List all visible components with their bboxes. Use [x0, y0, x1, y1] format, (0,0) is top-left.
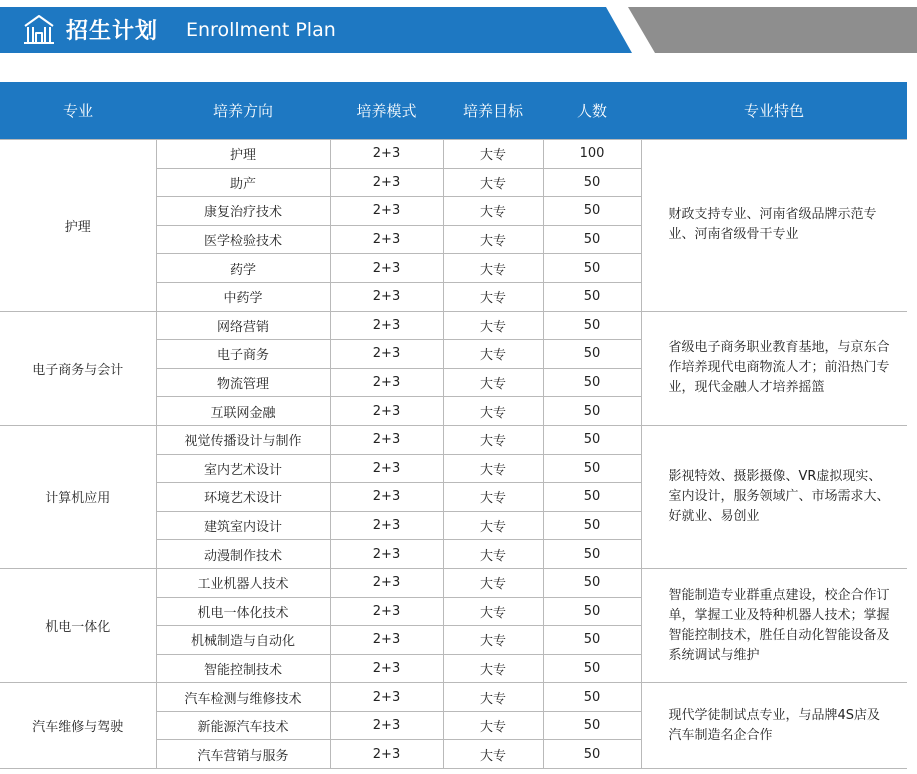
cell-target: 大专 — [443, 225, 543, 254]
cell-count: 50 — [543, 683, 641, 712]
cell-mode: 2+3 — [330, 654, 443, 683]
table-row — [0, 311, 907, 340]
cell-mode: 2+3 — [330, 340, 443, 369]
cell-target: 大专 — [443, 540, 543, 569]
cell-count: 50 — [543, 511, 641, 540]
banner-gray-stripe — [600, 7, 917, 53]
cell-count: 50 — [543, 454, 641, 483]
cell-count: 50 — [543, 425, 641, 454]
cell-mode: 2+3 — [330, 225, 443, 254]
cell-count: 50 — [543, 397, 641, 426]
cell-direction: 视觉传播设计与制作 — [156, 425, 330, 454]
cell-feature: 智能制造专业群重点建设，校企合作订单，掌握工业及特种机器人技术；掌握智能控制技术，胜任自动化智能设备及系统调试与维护 — [641, 568, 907, 682]
cell-feature: 财政支持专业、河南省级品牌示范专业、河南省级骨干专业 — [641, 140, 907, 312]
cell-major: 护理 — [0, 140, 156, 312]
table-header-row — [0, 82, 907, 140]
column-header-feature: 专业特色 — [641, 82, 907, 140]
cell-target: 大专 — [443, 740, 543, 769]
cell-target: 大专 — [443, 597, 543, 626]
cell-count: 50 — [543, 225, 641, 254]
cell-count: 50 — [543, 368, 641, 397]
cell-mode: 2+3 — [330, 511, 443, 540]
cell-target: 大专 — [443, 711, 543, 740]
cell-direction: 电子商务 — [156, 340, 330, 369]
cell-count: 50 — [543, 282, 641, 311]
table-row — [0, 683, 907, 712]
cell-target: 大专 — [443, 140, 543, 169]
cell-mode: 2+3 — [330, 168, 443, 197]
cell-direction: 室内艺术设计 — [156, 454, 330, 483]
cell-count: 100 — [543, 140, 641, 169]
cell-direction: 互联网金融 — [156, 397, 330, 426]
header-banner — [0, 0, 917, 58]
cell-target: 大专 — [443, 168, 543, 197]
cell-mode: 2+3 — [330, 568, 443, 597]
cell-target: 大专 — [443, 397, 543, 426]
page-subtitle: Enrollment Plan — [186, 19, 336, 41]
cell-mode: 2+3 — [330, 311, 443, 340]
cell-count: 50 — [543, 168, 641, 197]
cell-count: 50 — [543, 654, 641, 683]
enrollment-table — [0, 82, 907, 769]
cell-direction: 汽车检测与维修技术 — [156, 683, 330, 712]
column-header-target: 培养目标 — [443, 82, 543, 140]
cell-target: 大专 — [443, 197, 543, 226]
page-title: 招生计划 — [66, 19, 159, 44]
cell-mode: 2+3 — [330, 197, 443, 226]
cell-target: 大专 — [443, 425, 543, 454]
cell-direction: 汽车营销与服务 — [156, 740, 330, 769]
cell-target: 大专 — [443, 626, 543, 655]
cell-mode: 2+3 — [330, 740, 443, 769]
cell-direction: 工业机器人技术 — [156, 568, 330, 597]
cell-direction: 中药学 — [156, 282, 330, 311]
cell-direction: 护理 — [156, 140, 330, 169]
cell-target: 大专 — [443, 683, 543, 712]
cell-feature: 省级电子商务职业教育基地，与京东合作培养现代电商物流人才；前沿热门专业，现代金融人才培养摇篮 — [641, 311, 907, 425]
cell-target: 大专 — [443, 483, 543, 512]
cell-target: 大专 — [443, 254, 543, 283]
cell-mode: 2+3 — [330, 140, 443, 169]
cell-mode: 2+3 — [330, 711, 443, 740]
cell-mode: 2+3 — [330, 597, 443, 626]
column-header-count: 人数 — [543, 82, 641, 140]
cell-mode: 2+3 — [330, 425, 443, 454]
column-header-major: 专业 — [0, 82, 156, 140]
cell-target: 大专 — [443, 511, 543, 540]
cell-count: 50 — [543, 197, 641, 226]
cell-mode: 2+3 — [330, 483, 443, 512]
cell-mode: 2+3 — [330, 282, 443, 311]
building-icon — [22, 13, 56, 45]
cell-count: 50 — [543, 568, 641, 597]
cell-mode: 2+3 — [330, 454, 443, 483]
cell-count: 50 — [543, 540, 641, 569]
cell-count: 50 — [543, 597, 641, 626]
cell-direction: 动漫制作技术 — [156, 540, 330, 569]
column-header-mode: 培养模式 — [330, 82, 443, 140]
cell-count: 50 — [543, 340, 641, 369]
cell-count: 50 — [543, 483, 641, 512]
cell-direction: 环境艺术设计 — [156, 483, 330, 512]
cell-feature: 现代学徒制试点专业，与品牌4S店及汽车制造名企合作 — [641, 683, 907, 769]
table-row — [0, 140, 907, 169]
cell-mode: 2+3 — [330, 683, 443, 712]
cell-target: 大专 — [443, 654, 543, 683]
cell-direction: 康复治疗技术 — [156, 197, 330, 226]
cell-direction: 助产 — [156, 168, 330, 197]
cell-mode: 2+3 — [330, 626, 443, 655]
cell-count: 50 — [543, 740, 641, 769]
cell-target: 大专 — [443, 568, 543, 597]
cell-direction: 网络营销 — [156, 311, 330, 340]
cell-major: 汽车维修与驾驶 — [0, 683, 156, 769]
cell-direction: 智能控制技术 — [156, 654, 330, 683]
cell-count: 50 — [543, 311, 641, 340]
table-row — [0, 568, 907, 597]
cell-direction: 新能源汽车技术 — [156, 711, 330, 740]
cell-target: 大专 — [443, 282, 543, 311]
cell-mode: 2+3 — [330, 368, 443, 397]
column-header-direction: 培养方向 — [156, 82, 330, 140]
cell-major: 机电一体化 — [0, 568, 156, 682]
cell-target: 大专 — [443, 454, 543, 483]
cell-target: 大专 — [443, 340, 543, 369]
cell-mode: 2+3 — [330, 540, 443, 569]
cell-direction: 医学检验技术 — [156, 225, 330, 254]
cell-feature: 影视特效、摄影摄像、VR虚拟现实、室内设计，服务领域广、市场需求大、好就业、易创业 — [641, 425, 907, 568]
cell-direction: 机械制造与自动化 — [156, 626, 330, 655]
cell-direction: 建筑室内设计 — [156, 511, 330, 540]
cell-mode: 2+3 — [330, 254, 443, 283]
cell-direction: 物流管理 — [156, 368, 330, 397]
cell-target: 大专 — [443, 311, 543, 340]
cell-mode: 2+3 — [330, 397, 443, 426]
cell-count: 50 — [543, 626, 641, 655]
cell-count: 50 — [543, 711, 641, 740]
table-body — [0, 140, 907, 769]
cell-major: 计算机应用 — [0, 425, 156, 568]
cell-direction: 药学 — [156, 254, 330, 283]
cell-direction: 机电一体化技术 — [156, 597, 330, 626]
cell-target: 大专 — [443, 368, 543, 397]
table-row — [0, 425, 907, 454]
cell-count: 50 — [543, 254, 641, 283]
cell-major: 电子商务与会计 — [0, 311, 156, 425]
